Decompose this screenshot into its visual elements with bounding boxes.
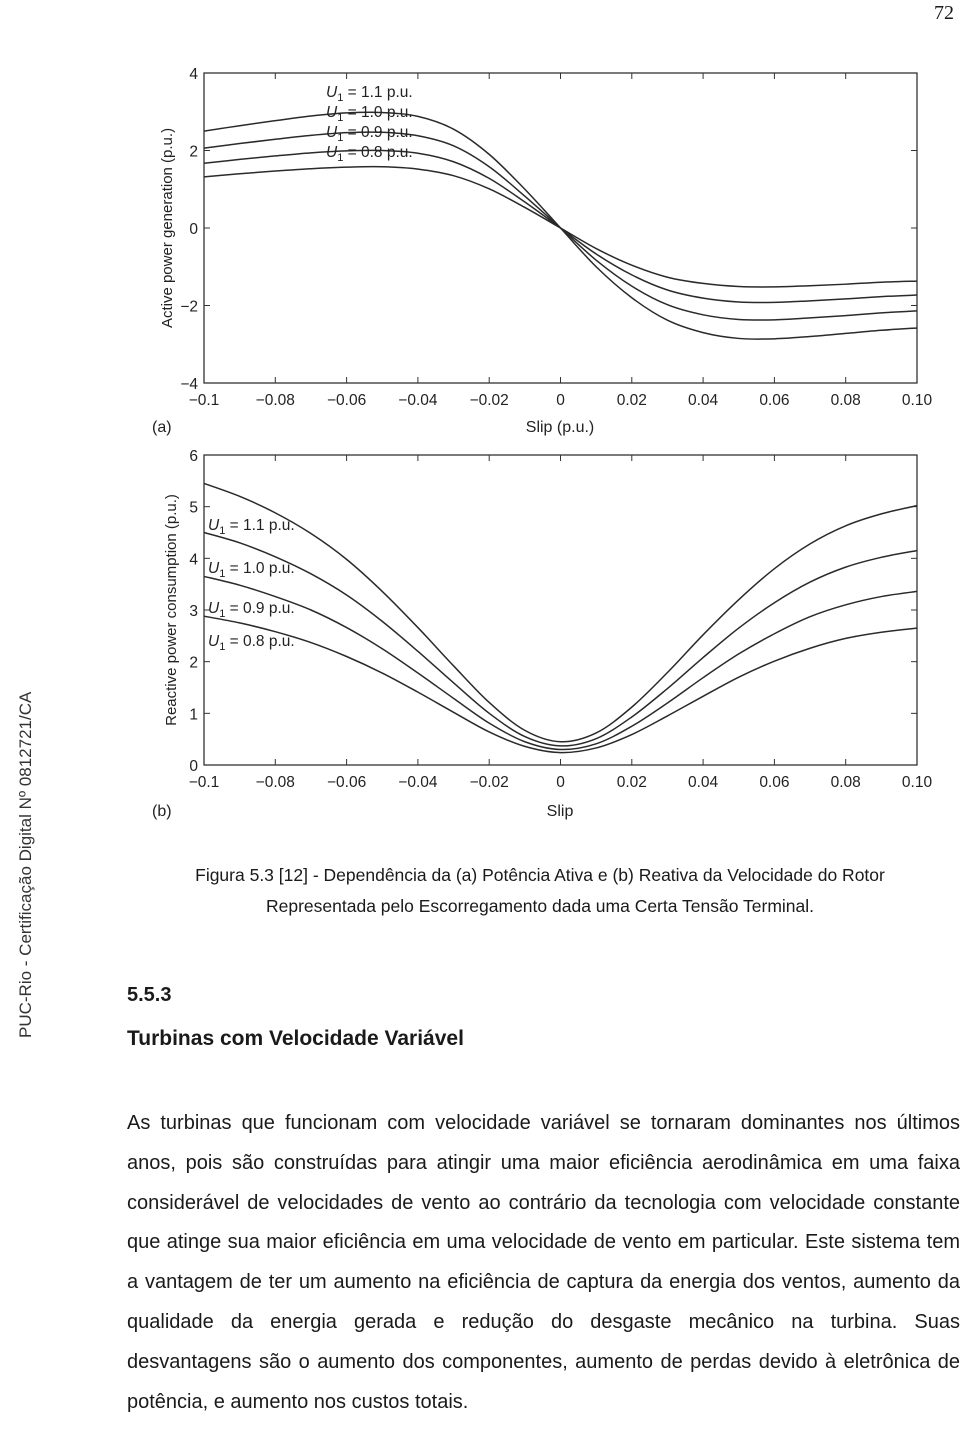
series-lines (204, 483, 917, 752)
x-tick-label: 0.04 (688, 774, 719, 791)
x-tick-label: −0.1 (188, 392, 220, 409)
y-tick-label: 4 (189, 551, 198, 569)
page-number: 72 (934, 2, 954, 24)
y-tick-label: 0 (189, 758, 198, 775)
series-line (204, 167, 917, 287)
y-axis-label: Reactive power consumption (p.u.) (163, 494, 180, 726)
x-tick-label: −0.02 (469, 774, 509, 791)
y-tick-label: 4 (189, 66, 198, 83)
body-paragraph: As turbinas que funcionam com velocidade variável se tornaram dominantes nos últimos anos, pois são construídas para atingir uma maior eficiência aerodinâmica em uma faixa considerável de velocidades de vento ao contrário da tecnologia com velocidade constante que atinge sua maior eficiência em uma velocidade de vento em particular. Este sistema tem a vantagem de ter um aumento na eficiência de captura da energia dos ventos, aumento da qualidade da energia gerada e redução do desgaste mecânico na turbina. Suas desvantagens são o aumento dos componentes, aumento de perdas devido à eletrônica de potência, e aumento nos custos totais. (127, 1112, 960, 1413)
x-tick-label: 0.10 (901, 774, 933, 791)
caption-line-2: Representada pelo Escorregamento dada uma Certa Tensão Terminal. (265, 896, 814, 916)
series-label: $U_1 = 1.1$ p.u. (208, 517, 295, 537)
x-tick-label: −0.04 (398, 392, 438, 409)
x-tick-label: 0.02 (616, 774, 647, 791)
y-tick-label: −4 (180, 376, 198, 393)
series-line (204, 533, 917, 746)
series-line (204, 616, 917, 752)
series-label: $U_1 = 0.8$ p.u. (326, 144, 413, 164)
figure-caption (120, 860, 960, 922)
x-tick-label: −0.02 (469, 392, 509, 409)
x-tick-label: 0.06 (759, 774, 790, 791)
axis-ticks (180, 66, 932, 409)
side-watermark: PUC-Rio - Certificação Digital Nº 0812721/CA (16, 691, 35, 1038)
x-tick-label: 0.02 (616, 392, 647, 409)
x-tick-label: 0 (556, 392, 565, 409)
y-tick-label: 2 (189, 654, 198, 672)
axis-ticks (189, 448, 933, 791)
caption-line-1: Figura 5.3 [12] - Dependência da (a) Potência Ativa e (b) Reativa da Velocidade do Rotor (195, 865, 885, 885)
section-number: 5.5.3 (127, 984, 172, 1006)
x-tick-label: −0.06 (326, 774, 367, 791)
series-line (204, 112, 917, 339)
y-tick-label: 0 (189, 221, 198, 238)
series-line (204, 576, 917, 749)
x-tick-label: −0.08 (255, 774, 295, 791)
x-tick-label: 0.04 (688, 392, 719, 409)
x-tick-label: −0.04 (398, 774, 438, 791)
x-tick-label: −0.08 (255, 392, 295, 409)
x-axis-label: Slip (546, 803, 574, 820)
series-label: $U_1 = 1.0$ p.u. (208, 560, 295, 580)
y-tick-label: 1 (189, 706, 198, 724)
series-line (204, 150, 917, 302)
series-label: $U_1 = 0.9$ p.u. (326, 124, 413, 144)
y-tick-label: 6 (189, 448, 198, 465)
section-title: Turbinas com Velocidade Variável (127, 1027, 464, 1050)
panel-label: (b) (152, 803, 172, 820)
chart-reactive-power (0, 440, 960, 830)
y-tick-label: 5 (189, 499, 198, 517)
y-axis-label: Active power generation (p.u.) (159, 127, 176, 329)
series-label: $U_1 = 0.8$ p.u. (208, 633, 295, 653)
chart-active-power (0, 60, 960, 450)
x-tick-label: 0.08 (830, 774, 861, 791)
x-tick-label: 0.10 (901, 392, 933, 409)
series-line (204, 483, 917, 741)
y-tick-label: 2 (189, 143, 198, 161)
series-labels (326, 84, 413, 164)
series-line (204, 132, 917, 320)
x-tick-label: −0.06 (326, 392, 367, 409)
y-tick-label: −2 (180, 298, 198, 316)
series-label: $U_1 = 1.1$ p.u. (326, 84, 413, 104)
x-tick-label: 0 (556, 774, 565, 791)
y-tick-label: 3 (189, 603, 198, 620)
series-label: $U_1 = 1.0$ p.u. (326, 104, 413, 124)
x-axis-label: Slip (p.u.) (525, 419, 595, 436)
x-tick-label: −0.1 (188, 774, 220, 791)
panel-label: (a) (152, 419, 172, 436)
series-label: $U_1 = 0.9$ p.u. (208, 600, 295, 620)
x-tick-label: 0.06 (759, 392, 790, 409)
x-tick-label: 0.08 (830, 392, 861, 409)
series-lines (204, 112, 917, 339)
